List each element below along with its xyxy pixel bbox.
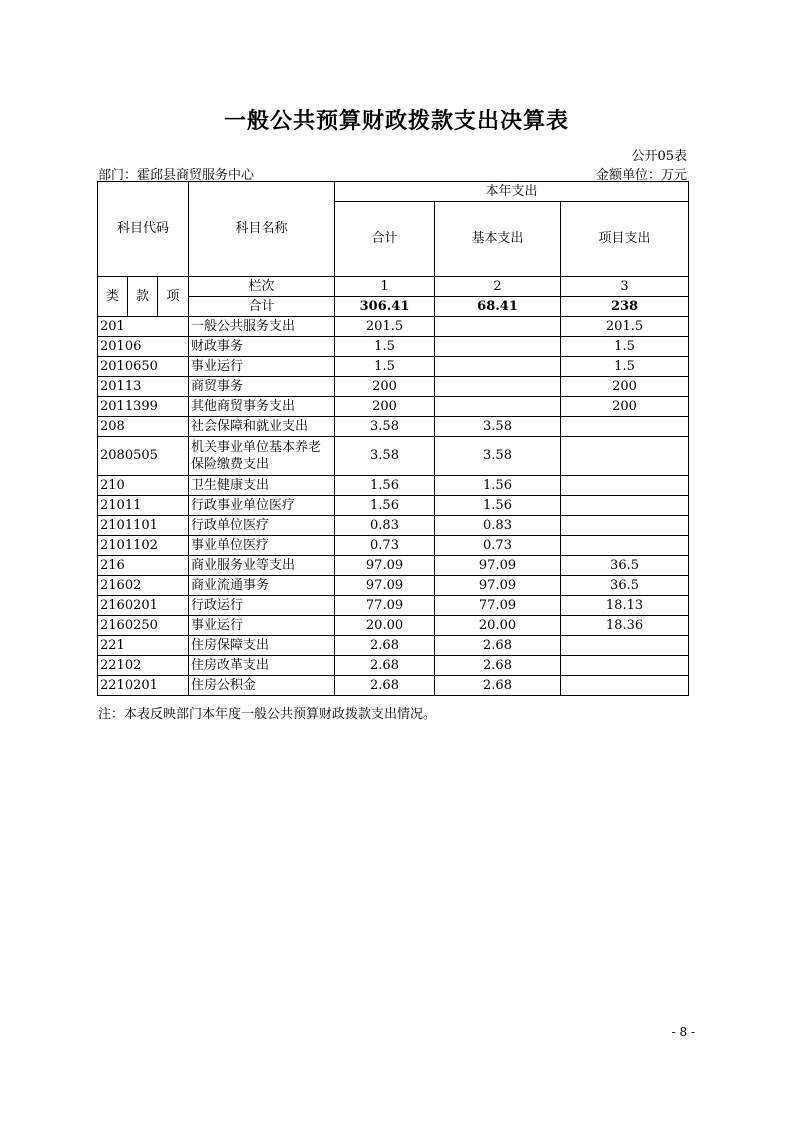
row-name: 社会保障和就业支出 — [189, 417, 335, 437]
row-basic: 1.56 — [435, 476, 561, 496]
table-row — [98, 656, 689, 676]
row-basic: 1.56 — [435, 496, 561, 516]
row-total: 3.58 — [335, 417, 435, 437]
sum-basic: 68.41 — [435, 297, 561, 317]
row-code: 216 — [98, 556, 189, 576]
row-total: 200 — [335, 377, 435, 397]
table-row — [98, 417, 689, 437]
page-title: 一般公共预算财政拨款支出决算表 — [223, 109, 569, 134]
header-project: 项目支出 — [561, 202, 689, 277]
table-row — [98, 437, 689, 476]
row-total: 1.56 — [335, 476, 435, 496]
row-name: 事业运行 — [189, 616, 335, 636]
row-name: 其他商贸事务支出 — [189, 397, 335, 417]
row-project: 18.13 — [561, 596, 689, 616]
row-project — [561, 496, 689, 516]
row-basic: 0.83 — [435, 516, 561, 536]
row-basic — [435, 357, 561, 377]
row-total: 0.83 — [335, 516, 435, 536]
row-name: 卫生健康支出 — [189, 476, 335, 496]
row-total: 3.58 — [335, 437, 435, 476]
header-total: 合计 — [335, 202, 435, 277]
header-col1: 1 — [335, 277, 435, 297]
row-code: 22102 — [98, 656, 189, 676]
row-basic: 3.58 — [435, 437, 561, 476]
row-project: 36.5 — [561, 556, 689, 576]
header-lanci: 栏次 — [189, 277, 335, 297]
header-group: 本年支出 — [335, 182, 689, 202]
row-basic: 97.09 — [435, 576, 561, 596]
row-project — [561, 417, 689, 437]
row-name: 行政单位医疗 — [189, 516, 335, 536]
header-xiang: 项 — [158, 277, 189, 317]
header-col2: 2 — [435, 277, 561, 297]
table-row — [98, 317, 689, 337]
row-total: 1.56 — [335, 496, 435, 516]
row-name: 事业单位医疗 — [189, 536, 335, 556]
row-code: 2160250 — [98, 616, 189, 636]
table-row — [98, 377, 689, 397]
row-basic — [435, 397, 561, 417]
row-basic: 97.09 — [435, 556, 561, 576]
form-number: 公开05表 — [631, 149, 687, 164]
header-col3: 3 — [561, 277, 689, 297]
row-code: 20106 — [98, 337, 189, 357]
table-row — [98, 556, 689, 576]
row-name: 财政事务 — [189, 337, 335, 357]
row-project: 36.5 — [561, 576, 689, 596]
table-row — [98, 576, 689, 596]
row-basic: 20.00 — [435, 616, 561, 636]
row-project — [561, 476, 689, 496]
row-project: 1.5 — [561, 337, 689, 357]
row-code: 21011 — [98, 496, 189, 516]
row-total: 97.09 — [335, 576, 435, 596]
row-name: 事业运行 — [189, 357, 335, 377]
row-basic: 0.73 — [435, 536, 561, 556]
sum-project: 238 — [561, 297, 689, 317]
row-project — [561, 636, 689, 656]
row-basic — [435, 377, 561, 397]
row-total: 200 — [335, 397, 435, 417]
amount-unit-label: 金额单位：万元 — [595, 168, 687, 183]
row-total: 0.73 — [335, 536, 435, 556]
row-code: 21602 — [98, 576, 189, 596]
row-name: 行政运行 — [189, 596, 335, 616]
row-project: 201.5 — [561, 317, 689, 337]
row-name: 一般公共服务支出 — [189, 317, 335, 337]
expenditure-table — [97, 181, 689, 696]
row-name: 机关事业单位基本养老保险缴费支出 — [189, 437, 335, 476]
row-name: 住房公积金 — [189, 676, 335, 696]
row-code: 2011399 — [98, 397, 189, 417]
row-total: 1.5 — [335, 337, 435, 357]
department-label: 部门：霍邱县商贸服务中心 — [98, 168, 255, 183]
row-project — [561, 536, 689, 556]
row-code: 2080505 — [98, 437, 189, 476]
row-project: 1.5 — [561, 357, 689, 377]
table-note: 注：本表反映部门本年度一般公共预算财政拨款支出情况。 — [98, 707, 437, 722]
table-row — [98, 516, 689, 536]
row-total: 1.5 — [335, 357, 435, 377]
page-number: - 8 - — [671, 1025, 695, 1039]
row-code: 2010650 — [98, 357, 189, 377]
row-basic — [435, 317, 561, 337]
header-basic: 基本支出 — [435, 202, 561, 277]
row-code: 201 — [98, 317, 189, 337]
row-code: 210 — [98, 476, 189, 496]
table-row — [98, 337, 689, 357]
row-total: 77.09 — [335, 596, 435, 616]
header-code: 科目代码 — [98, 182, 189, 277]
row-basic: 2.68 — [435, 676, 561, 696]
row-total: 2.68 — [335, 656, 435, 676]
row-project: 200 — [561, 397, 689, 417]
table-row — [98, 496, 689, 516]
row-code: 2101102 — [98, 536, 189, 556]
row-project — [561, 656, 689, 676]
table-row — [98, 636, 689, 656]
table-row — [98, 357, 689, 377]
row-code: 2160201 — [98, 596, 189, 616]
row-code: 208 — [98, 417, 189, 437]
row-basic — [435, 337, 561, 357]
header-name: 科目名称 — [189, 182, 335, 277]
row-name: 住房改革支出 — [189, 656, 335, 676]
row-basic: 2.68 — [435, 636, 561, 656]
row-project: 18.36 — [561, 616, 689, 636]
header-row-group — [98, 182, 689, 202]
row-name: 住房保障支出 — [189, 636, 335, 656]
row-basic: 2.68 — [435, 656, 561, 676]
row-code: 2210201 — [98, 676, 189, 696]
row-project — [561, 676, 689, 696]
header-kuan: 款 — [128, 277, 158, 317]
table-row — [98, 397, 689, 417]
table-row — [98, 476, 689, 496]
table-row — [98, 676, 689, 696]
row-project: 200 — [561, 377, 689, 397]
row-project — [561, 516, 689, 536]
sum-label: 合计 — [189, 297, 335, 317]
header-lei: 类 — [98, 277, 128, 317]
row-name: 商业流通事务 — [189, 576, 335, 596]
row-basic: 77.09 — [435, 596, 561, 616]
row-code: 2101101 — [98, 516, 189, 536]
row-total: 97.09 — [335, 556, 435, 576]
table-row — [98, 596, 689, 616]
row-total: 2.68 — [335, 636, 435, 656]
row-name: 行政事业单位医疗 — [189, 496, 335, 516]
row-code: 221 — [98, 636, 189, 656]
row-project — [561, 437, 689, 476]
row-total: 201.5 — [335, 317, 435, 337]
table-row — [98, 536, 689, 556]
row-basic: 3.58 — [435, 417, 561, 437]
row-total: 2.68 — [335, 676, 435, 696]
row-total: 20.00 — [335, 616, 435, 636]
row-name: 商贸事务 — [189, 377, 335, 397]
row-name: 商业服务业等支出 — [189, 556, 335, 576]
table-row — [98, 616, 689, 636]
sum-total: 306.41 — [335, 297, 435, 317]
header-row-lanci — [98, 277, 689, 297]
row-code: 20113 — [98, 377, 189, 397]
